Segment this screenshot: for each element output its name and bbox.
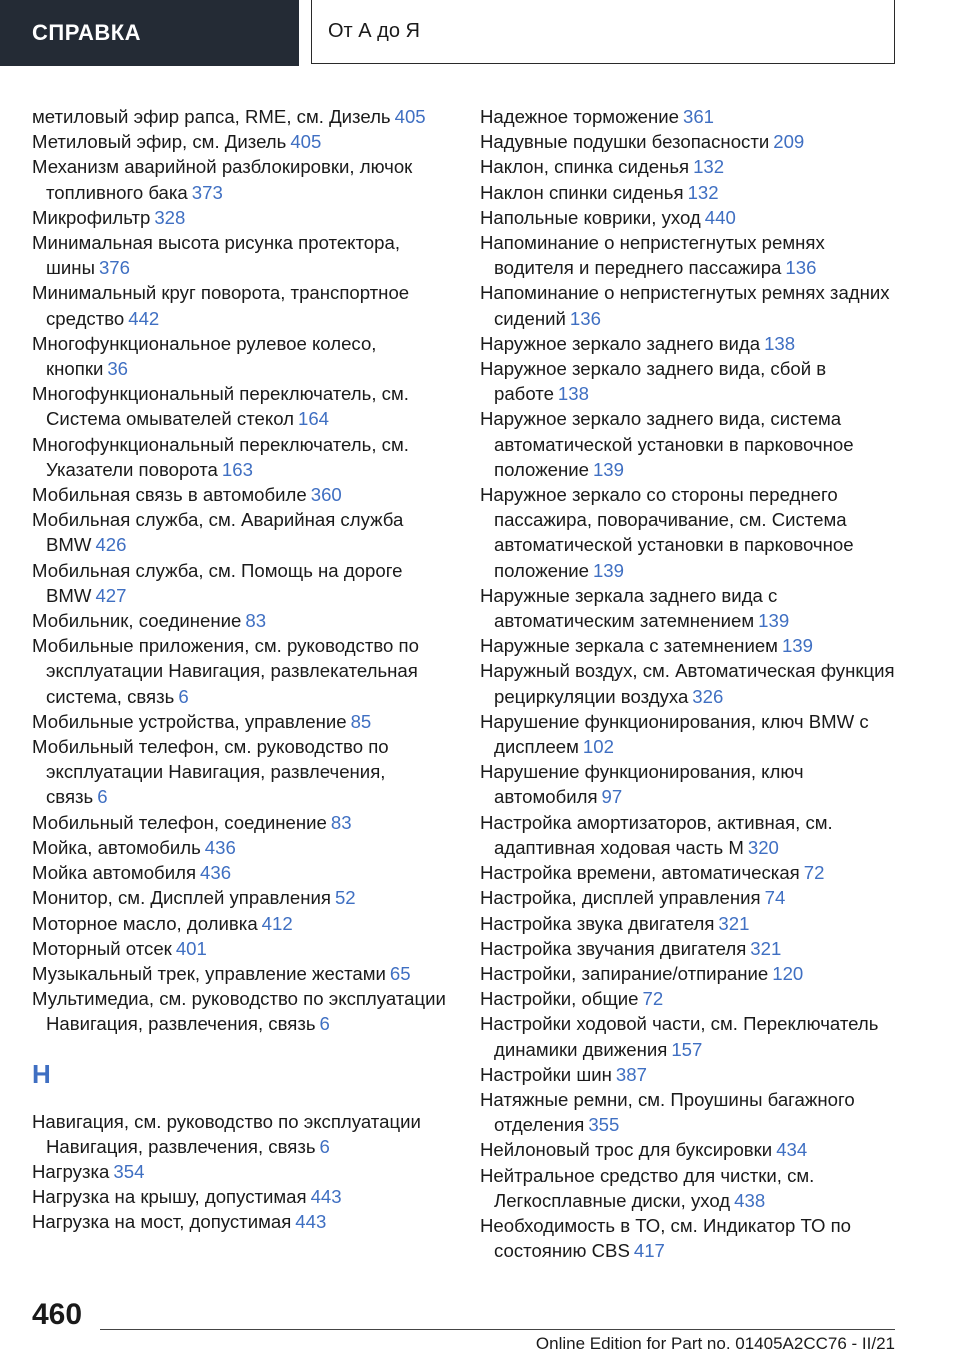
entry-text: Нарушение функционирования, ключ BMW с дисплеем xyxy=(480,710,869,758)
entry-text: Нарушение функционирования, ключ автомобиля xyxy=(480,761,804,808)
page-link[interactable]: 354 xyxy=(113,1160,145,1182)
index-entry xyxy=(32,1159,452,1184)
entry-text: Мобильный телефон, соединение xyxy=(32,811,327,833)
index-entry xyxy=(32,860,452,885)
page-link[interactable]: 401 xyxy=(175,937,207,959)
entry-text: Навигация, см. руководство по эксплуатации Навигация, развлечения, связь xyxy=(32,1110,421,1157)
page-link[interactable]: 321 xyxy=(718,912,750,934)
page-link[interactable]: 426 xyxy=(95,534,127,556)
entry-text: Наружное зеркало заднего вида, сбой в работе xyxy=(480,358,827,405)
page-link[interactable]: 136 xyxy=(785,257,817,279)
page-link[interactable]: 157 xyxy=(671,1038,703,1060)
page-link[interactable]: 326 xyxy=(692,685,724,707)
entry-text: Мобильная служба, см. Аварийная служба BMW xyxy=(32,509,404,556)
index-entry xyxy=(480,885,900,910)
entry-text: Нейлоновый трос для буксировки xyxy=(480,1139,773,1161)
index-entry xyxy=(32,129,452,154)
index-entry xyxy=(32,911,452,936)
index-entry xyxy=(480,911,900,936)
page-link[interactable]: 138 xyxy=(557,383,589,405)
index-entry xyxy=(32,482,452,507)
entries-n xyxy=(32,1109,452,1235)
page-link[interactable]: 139 xyxy=(758,610,790,632)
entry-text: Мультимедиа, см. руководство по эксплуатации Навигация, развлечения, связь xyxy=(32,988,446,1035)
page-link[interactable]: 436 xyxy=(204,836,236,858)
entry-text: метиловый эфир рапса, RME, см. Дизель xyxy=(32,106,391,127)
index-entry xyxy=(480,860,900,885)
entry-text: Напольные коврики, уход xyxy=(480,206,701,228)
page-link[interactable]: 442 xyxy=(128,307,160,329)
index-entry xyxy=(480,1062,900,1087)
page-link[interactable]: 443 xyxy=(295,1211,327,1233)
entry-text: Настройка звучания двигателя xyxy=(480,937,747,959)
page-link[interactable]: 6 xyxy=(319,1013,330,1035)
entry-text: Механизм аварийной разблокировки, лючок топливного бака xyxy=(32,156,413,203)
section-letter: Н xyxy=(32,1058,51,1089)
entry-text: Наружные зеркала с затемнением xyxy=(480,635,778,657)
page-link[interactable]: 440 xyxy=(704,206,736,228)
index-entry xyxy=(480,205,900,230)
entry-text: Наружное зеркало заднего вида, система автоматической установки в парковочное положение xyxy=(480,408,854,480)
index-entry xyxy=(480,129,900,154)
index-entry xyxy=(32,734,452,810)
page-link[interactable]: 328 xyxy=(154,206,186,228)
index-entry xyxy=(480,1011,900,1061)
entry-text: Монитор, см. Дисплей управления xyxy=(32,887,331,909)
index-entry xyxy=(32,986,452,1036)
entry-text: Минимальная высота рисунка протектора, шины xyxy=(32,232,400,279)
entry-text: Мойка автомобиля xyxy=(32,862,197,884)
entry-text: Настройки, запирание/отпирание xyxy=(480,962,769,984)
entry-text: Микрофильтр xyxy=(32,206,151,228)
entry-text: Наклон спинки сиденья xyxy=(480,181,684,203)
page-link[interactable]: 373 xyxy=(191,181,223,203)
page-link[interactable]: 320 xyxy=(747,836,779,858)
page-link[interactable]: 83 xyxy=(330,811,352,833)
page-link[interactable]: 72 xyxy=(803,862,825,884)
index-entry xyxy=(480,180,900,205)
page-link[interactable]: 138 xyxy=(764,332,796,354)
page-link[interactable]: 132 xyxy=(687,181,719,203)
index-entry xyxy=(32,507,452,557)
index-column-right xyxy=(480,104,900,1263)
page-link[interactable]: 132 xyxy=(693,156,725,178)
index-entry xyxy=(32,633,452,709)
entry-text: Надувные подушки безопасности xyxy=(480,131,770,153)
entry-text: Настройка времени, автоматическая xyxy=(480,862,800,884)
page-link[interactable]: 443 xyxy=(310,1186,342,1208)
page-header xyxy=(0,0,960,66)
page-link[interactable]: 65 xyxy=(389,962,411,984)
page-link[interactable]: 427 xyxy=(95,584,127,606)
index-entry xyxy=(480,709,900,759)
index-entry xyxy=(32,810,452,835)
entry-text: Нейтральное средство для чистки, см. Легкосплавные диски, уход xyxy=(480,1164,815,1211)
page-link[interactable]: 83 xyxy=(245,610,267,632)
index-entry xyxy=(480,1137,900,1162)
page-link[interactable]: 164 xyxy=(297,408,330,430)
index-entry xyxy=(32,432,452,482)
entry-text: Настройка, дисплей управления xyxy=(480,887,761,909)
entry-text: Нагрузка на мост, допустимая xyxy=(32,1211,292,1233)
page-link[interactable]: 376 xyxy=(98,257,130,279)
page-link[interactable]: 74 xyxy=(764,887,786,909)
entry-text: Необходимость в ТО, см. Индикатор ТО по состоянию CBS xyxy=(480,1214,852,1262)
page-link[interactable]: 102 xyxy=(582,736,614,758)
entry-text: Мобильная служба, см. Помощь на дороге BMW xyxy=(32,559,403,606)
index-entry xyxy=(480,406,900,482)
page-link[interactable]: 361 xyxy=(682,106,715,127)
index-entry xyxy=(32,936,452,961)
entry-text: Многофункциональный переключатель, см. Указатели поворота xyxy=(32,433,409,480)
page-link[interactable]: 52 xyxy=(334,887,356,909)
index-entry xyxy=(32,885,452,910)
page-link[interactable]: 434 xyxy=(776,1139,808,1161)
entry-text: Метиловый эфир, см. Дизель xyxy=(32,131,287,153)
entry-text: Наружный воздух, см. Автоматическая функция рециркуляции воздуха xyxy=(480,660,895,707)
index-entry xyxy=(32,104,452,129)
index-entry xyxy=(480,104,900,129)
index-entry xyxy=(480,1163,900,1213)
page-link[interactable]: 438 xyxy=(734,1189,766,1211)
index-entry xyxy=(480,154,900,179)
page-link[interactable]: 6 xyxy=(178,685,189,707)
index-entry xyxy=(32,230,452,280)
index-entry xyxy=(480,280,900,330)
page-link[interactable]: 97 xyxy=(601,786,623,808)
entry-text: Моторное масло, доливка xyxy=(32,912,258,934)
index-entry xyxy=(480,633,900,658)
entry-text: Мобильный телефон, см. руководство по эксплуатации Навигация, развлечения, связь xyxy=(32,736,389,808)
page-link[interactable]: 85 xyxy=(350,710,372,732)
page-link[interactable]: 387 xyxy=(615,1063,647,1085)
page-link[interactable]: 405 xyxy=(394,106,426,127)
entry-text: Нагрузка xyxy=(32,1160,110,1182)
entry-text: Мобильник, соединение xyxy=(32,610,242,632)
index-entry xyxy=(480,658,900,708)
index-entry xyxy=(480,331,900,356)
entry-text: Моторный отсек xyxy=(32,937,172,959)
page-link[interactable]: 136 xyxy=(569,307,601,329)
index-entry xyxy=(32,1184,452,1209)
entry-text: Наружные зеркала заднего вида с автоматическим затемнением xyxy=(480,584,778,632)
index-entry xyxy=(480,986,900,1011)
entry-text: Настройка звука двигателя xyxy=(480,912,715,934)
index-entry xyxy=(480,230,900,280)
index-entry xyxy=(480,482,900,583)
page-link[interactable]: 405 xyxy=(290,131,322,153)
entry-text: Настройка амортизаторов, активная, см. адаптивная ходовая часть M xyxy=(480,811,833,858)
entry-text: Напоминание о непристегнутых ремнях водителя и переднего пассажира xyxy=(480,232,825,279)
index-entry xyxy=(480,1087,900,1137)
index-column-left xyxy=(32,104,452,1235)
subsection-tab[interactable]: От А до Я xyxy=(311,0,895,64)
page-link[interactable]: 139 xyxy=(592,559,624,581)
page-link[interactable]: 6 xyxy=(97,786,108,808)
page-link[interactable]: 120 xyxy=(772,962,804,984)
footer-edition: Online Edition for Part no. 01405A2CC76 - II/21 xyxy=(535,1334,895,1353)
index-entry xyxy=(32,205,452,230)
entry-text: Нагрузка на крышу, допустимая xyxy=(32,1186,307,1208)
page-link[interactable]: 321 xyxy=(750,937,782,959)
index-entry xyxy=(480,356,900,406)
page-link[interactable]: 139 xyxy=(592,458,624,480)
entries-n-continued xyxy=(480,104,900,1263)
index-entry xyxy=(32,1209,452,1234)
index-entry xyxy=(32,558,452,608)
page-link[interactable]: 139 xyxy=(781,635,813,657)
page-link[interactable]: 355 xyxy=(588,1114,620,1136)
index-entry xyxy=(480,1213,900,1263)
entry-text: Надежное торможение xyxy=(480,106,679,127)
entry-text: Наружное зеркало заднего вида xyxy=(480,332,761,354)
page-link[interactable]: 412 xyxy=(261,912,293,934)
entry-text: Наклон, спинка сиденья xyxy=(480,156,690,178)
entry-text: Минимальный круг поворота, транспортное средство xyxy=(32,282,410,329)
index-entry xyxy=(480,583,900,633)
index-entry xyxy=(32,331,452,381)
page-link[interactable]: 417 xyxy=(633,1240,665,1262)
page-link[interactable]: 436 xyxy=(200,862,232,884)
entry-text: Мобильная связь в автомобиле xyxy=(32,484,307,506)
index-entry xyxy=(32,709,452,734)
entry-text: Мобильные устройства, управление xyxy=(32,710,347,732)
index-entry xyxy=(32,381,452,431)
index-entry xyxy=(32,154,452,204)
entry-text: Напоминание о непристегнутых ремнях задних сидений xyxy=(480,282,890,329)
index-entry xyxy=(480,810,900,860)
entry-text: Мойка, автомобиль xyxy=(32,836,201,858)
entries-m xyxy=(32,104,452,1037)
index-entry xyxy=(480,936,900,961)
index-entry xyxy=(480,759,900,809)
index-entry xyxy=(32,608,452,633)
entry-text: Настройки шин xyxy=(480,1063,612,1085)
section-tab[interactable]: СПРАВКА xyxy=(0,0,299,66)
index-entry xyxy=(32,961,452,986)
index-entry xyxy=(32,280,452,330)
entry-text: Натяжные ремни, см. Проушины багажного отделения xyxy=(480,1088,855,1136)
entry-text: Мобильные приложения, см. руководство по эксплуатации Навигация, развлекательная система, связь xyxy=(32,635,419,707)
page-link[interactable]: 163 xyxy=(221,458,253,480)
page-link[interactable]: 209 xyxy=(773,131,805,153)
page-link[interactable]: 6 xyxy=(319,1135,330,1157)
page-link[interactable]: 36 xyxy=(107,358,129,380)
entry-text: Многофункциональный переключатель, см. Система омывателей стекол xyxy=(32,383,409,430)
index-entry xyxy=(32,1109,452,1159)
page-number: 460 xyxy=(32,1298,83,1331)
entry-text: Наружное зеркало со стороны переднего пассажира, поворачивание, см. Система автоматической установки в парковочное положение xyxy=(480,484,854,581)
index-entry xyxy=(32,835,452,860)
page-link[interactable]: 72 xyxy=(642,988,664,1010)
index-entry xyxy=(480,961,900,986)
entry-text: Многофункциональное рулевое колесо, кнопки xyxy=(32,332,377,380)
entry-text: Музыкальный трек, управление жестами xyxy=(32,962,386,984)
entry-text: Настройки, общие xyxy=(480,988,639,1010)
page-link[interactable]: 360 xyxy=(310,484,342,506)
entry-text: Настройки ходовой части, см. Переключатель динамики движения xyxy=(480,1013,879,1060)
